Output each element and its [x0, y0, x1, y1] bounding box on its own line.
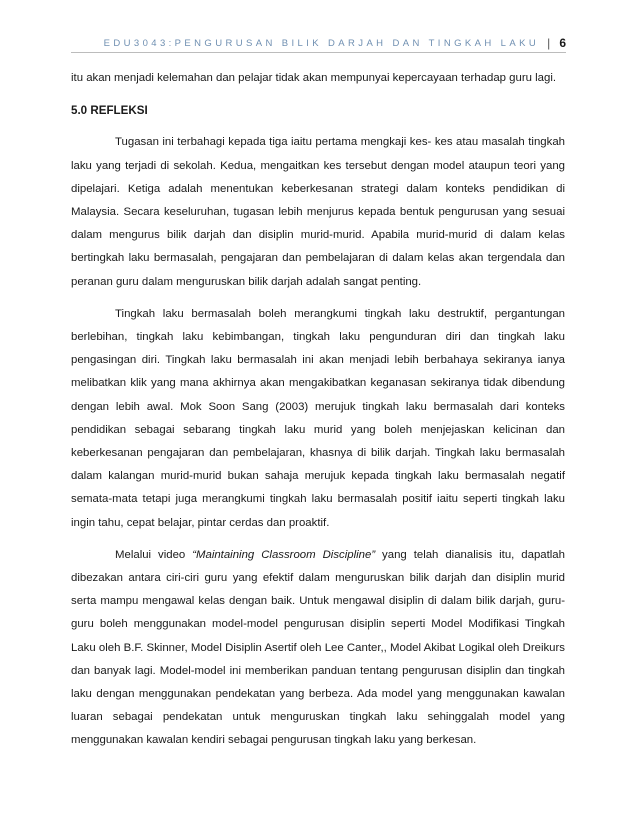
page-number: 6	[559, 36, 566, 50]
header-separator: |	[547, 36, 551, 50]
intro-paragraph: itu akan menjadi kelemahan dan pelajar tidak akan mempunyai kepercayaan terhadap guru lagi.	[71, 72, 557, 84]
paragraph-3	[71, 544, 565, 753]
video-title-quote: “Maintaining Classroom Discipline”	[192, 548, 376, 561]
document-body	[71, 67, 565, 762]
paragraph-3-rest: yang telah dianalisis itu, dapatlah dibezakan antara ciri-ciri guru yang efektif dalam menguruskan bilik darjah dan disiplin murid serta mampu mengawal kelas dengan baik. Untuk mengawal disiplin di dalam bilik darjah, guru-guru boleh menggunakan model-model pengurusan disiplin seperti Model Modifikasi Tingkah Laku oleh B.F. Skinner, Model Disiplin Asertif oleh Lee Canter,, Model Akibat Logikal oleh Dreikurs dan banyak lagi. Model-model ini memberikan panduan tentang pengurusan disiplin dan tingkah laku dengan menggunakan pendekatan yang berbeza. Ada model yang menggunakan kawalan luaran sebagai pendekatan untuk menguruskan tingkah laku sehinggalah model yang menggunakan kawalan kendiri sebagai pengurusan tingkah laku yang berkesan.	[71, 548, 565, 747]
section-heading: 5.0 REFLEKSI	[71, 104, 148, 118]
header-rule	[71, 52, 566, 53]
paragraph-1: Tugasan ini terbahagi kepada tiga iaitu pertama mengkaji kes- kes atau masalah tingkah laku yang terjadi di sekolah. Kedua, mengaitkan kes tersebut dengan model ataupun teori yang dipelajari. Ketiga adalah menentukan keberkesanan strategi dalam konteks pendidikan di Malaysia. Secara keseluruhan, tugasan lebih menjurus kepada bentuk pengurusan yang sesuai dalam mengurus bilik darjah dan disiplin murid-murid. Apabila murid-murid di dalam kelas bertingkah laku bermasalah, pengajaran dan pembelajaran di dalam kelas akan tergendala dan peranan guru dalam menguruskan bilik darjah adalah sangat penting.	[71, 136, 565, 288]
page-header	[0, 36, 566, 50]
paragraph-2: Tingkah laku bermasalah boleh merangkumi tingkah laku destruktif, pergantungan berlebihan, tingkah laku kebimbangan, tingkah laku pengunduran diri dan tingkah laku pengasingan diri. Tingkah laku bermasalah ini akan menjadi lebih berbahaya sekiranya ianya melibatkan klik yang mana akhirnya akan mengakibatkan keganasan sekiranya tidak dibendung dengan lebih awal. Mok Soon Sang (2003) merujuk tingkah laku bermasalah dari konteks pendidikan sebagai sebarang tingkah laku murid yang boleh menjejaskan kelicinan dan keberkesanan pengajaran dan pembelajaran, khasnya di bilik darjah. Tingkah laku bermasalah dalam kalangan murid-murid bukan sahaja merujuk kepada tingkah laku bermasalah negatif semata-mata tetapi juga merangkumi tingkah laku bermasalah positif iaitu seperti tingkah laku ingin tahu, cepat belajar, pintar cerdas dan proaktif.	[71, 307, 565, 529]
course-title: EDU3043:PENGURUSAN BILIK DARJAH DAN TINGKAH LAKU	[103, 38, 540, 49]
paragraph-3-lead: Melalui video	[115, 548, 193, 561]
